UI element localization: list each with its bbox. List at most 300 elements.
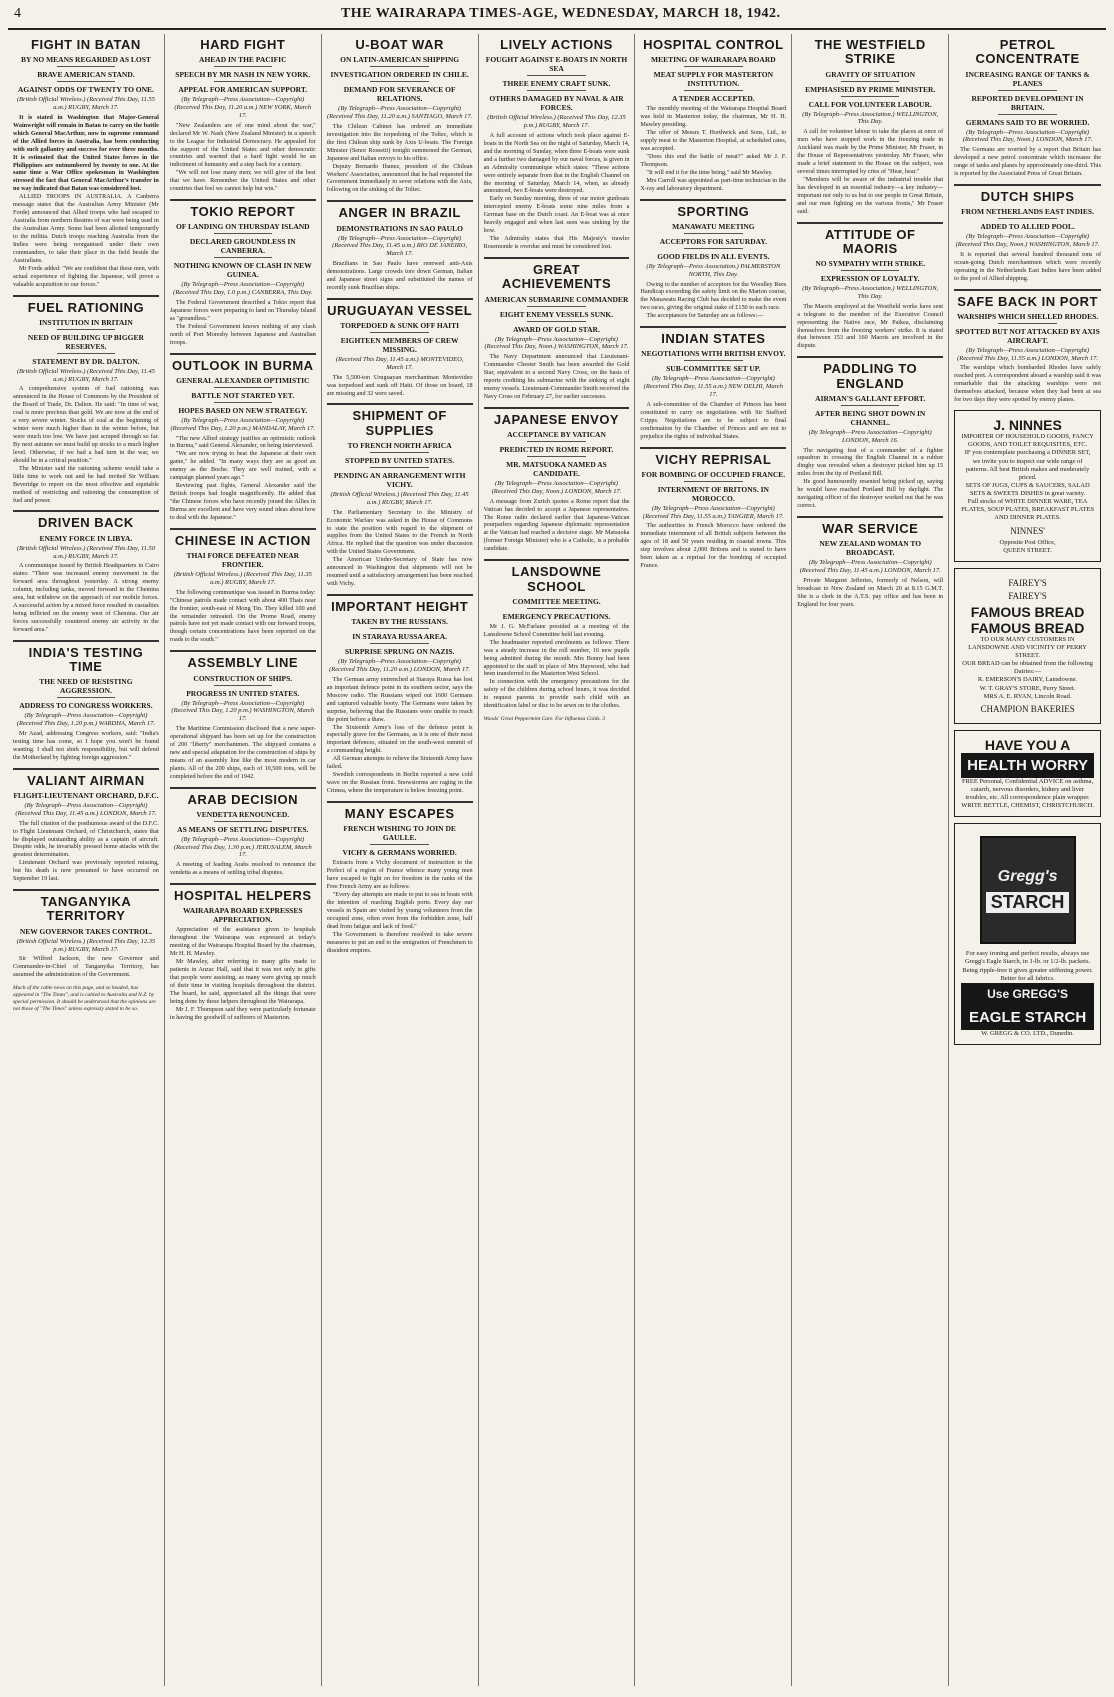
- article: [954, 184, 1101, 283]
- column-rule: [327, 200, 473, 202]
- article-headline: TOKIO REPORT: [190, 204, 296, 220]
- article-subheading: BY NO MEANS REGARDED AS LOST: [20, 55, 151, 65]
- article-headline: HOSPITAL CONTROL: [643, 37, 784, 52]
- article-headline: DUTCH SHIPS: [980, 188, 1075, 204]
- article-subheading: BATTLE NOT STARTED YET.: [191, 390, 295, 400]
- article: [327, 403, 473, 588]
- article-headline: THE WESTFIELD STRIKE: [814, 37, 926, 67]
- article-subheading: SPOTTED BUT NOT ATTACKED BY AXIS AIRCRAFT.: [955, 326, 1100, 345]
- deck-rule: [370, 628, 428, 629]
- article-paragraph: Mr Mawley, after referring to many gifts made to patients in Anzac Hall, said that it was not only in gifts that people were assisting, as many were giving up much of their time in visiting hospitals throughout the district. The board, he said, appreciated all the things that were being done by these helpers throughout the Wairarapa.: [169, 958, 316, 1005]
- article: [170, 199, 316, 347]
- article: [640, 447, 786, 571]
- column-rule: [640, 199, 786, 201]
- article-subheading: REPORTED DEVELOPMENT IN BRITAIN.: [971, 93, 1084, 112]
- article: [170, 787, 316, 878]
- article-paragraph: The German army entrenched at Staraya Russa has lost an important defence point in its southern sector, says the Moscow radio. The Russians wiped out 1600 Germans and captured valuable booty. The Germans were taken by surprise, believing that the Russians were unable to reach the point before a thaw.: [326, 675, 473, 723]
- article-dateline: (British Official Wireless.) (Received This Day, 11.35 a.m.) RUGBY, March 17.: [173, 571, 312, 586]
- article-paragraph: Deputy Bernardo Ibanez, president of the Chilean Workers' Association, announced that he had requested the Government immediately to sever relations with the Axis, following on the sinking of the Toltec.: [326, 162, 473, 194]
- article-subheading: PENDING AN ARRANGEMENT WITH VICHY.: [333, 471, 466, 490]
- article-paragraph: The Germans are worried by a report that Britain has developed a new petrol concentrate which increases the range of tanks and planes by approximately one-third. This is reported by the Associated Press of Great Britain.: [954, 146, 1101, 177]
- ninnes-line: SETS OF JUGS, CUPS & SAUCERS, SALAD SETS & SWEETS DISHES in great variety.: [965, 481, 1090, 498]
- article-subheading: AWARD OF GOLD STAR.: [513, 324, 600, 334]
- article-dateline: (By Telegraph—Press Association—Copyright) (Received This Day, Noon.) LONDON, March 17.: [491, 480, 622, 495]
- article: [797, 516, 943, 609]
- article-headline: LANSDOWNE SCHOOL: [511, 564, 602, 594]
- article: [484, 38, 630, 251]
- times-footnote: Much of the cable news on this page, and so headed, has appeared in "The Times", and is cabled to Australia and N.Z. by special permission. It should be understood that the opinions are not those of "The Times" unless expressly stated to be so.: [13, 985, 156, 1012]
- starch-text: For easy ironing and perfect results, always use Gregg's Eagle Starch, in 1-lb. or 1/2-lb. packets. Being ripple-free it gives greater stiffening power. Better for all fabrics.: [962, 950, 1093, 982]
- fairey-line: OUR BREAD can be obtained from the following Dairies:—: [962, 660, 1093, 676]
- article-subheading: CALL FOR VOLUNTEER LABOUR.: [808, 99, 932, 109]
- article: [484, 407, 630, 553]
- article: [640, 38, 786, 193]
- deck-rule: [684, 90, 742, 91]
- masthead-title: THE WAIRARAPA TIMES-AGE, WEDNESDAY, MARCH 18, 1942.: [340, 6, 781, 21]
- article-dateline: (By Telegraph—Press Association—Copyright) (Received This Day, 11.20 a.m.) SANTIAGO, March 17.: [326, 105, 473, 121]
- ninnes-line: Full stocks of WHITE DINNER WARE, TEA PLATES, SOUP PLATES, BREAKFAST PLATES AND DINNER PLATES.: [961, 498, 1094, 522]
- article-dateline: (By Telegraph—Press Association.) PALMERSTON NORTH, This Day.: [646, 262, 781, 278]
- article: [170, 650, 316, 780]
- article-headline: U-BOAT WAR: [355, 37, 444, 52]
- article-headline: URUGUAYAN VESSEL: [327, 302, 473, 318]
- article-subheading: IN STARAYA RUSSA AREA.: [352, 632, 448, 642]
- column-rule: [170, 650, 316, 652]
- deck-rule: [370, 844, 428, 845]
- article-subheading: EXPRESSION OF LOYALTY.: [820, 274, 920, 284]
- column-rule: [327, 298, 473, 300]
- column-rule: [327, 594, 473, 596]
- article-dateline: (By Telegraph—Press Association—Copyright) (Received This Day, 11.55 a.m.) NEW DELHI, March 17.: [643, 375, 784, 399]
- article-dateline: (By Telegraph—Press Association.) WELLINGTON, This Day.: [802, 285, 939, 300]
- article-dateline: (British Official Wireless.) (Received This Day, 11.55 a.m.) RUGBY, March 17.: [16, 96, 155, 112]
- article-headline: FUEL RATIONING: [27, 299, 145, 315]
- article-subheading: THAI FORCE DEFEATED NEAR FRONTIER.: [186, 551, 300, 570]
- starch-maker: W. GREGG & CO. LTD., Dunedin.: [981, 1029, 1074, 1037]
- article-dateline: (By Telegraph—Press Association—Copyright) (Received This Day, 1.30 p.m.) JERUSALEM, March 17.: [173, 835, 312, 859]
- deck-rule: [370, 467, 428, 468]
- deck-rule: [841, 81, 899, 82]
- deck-rule: [214, 821, 272, 822]
- column-2: [165, 34, 322, 1686]
- deck-rule: [370, 452, 428, 453]
- article-paragraph: Mr J. F. Thompson said they were particularly fortunate in having the goodwill of sufferers of Masterton.: [169, 1005, 316, 1021]
- article-paragraph: "Members will be aware of the industrial trouble that has developed in an essential industry—a key industry—important not only to us but to our people in Great Britain, and our men fighting on the various fronts," Mr Fraser said.: [797, 175, 944, 215]
- article-headline: PADDLING TO ENGLAND: [823, 361, 918, 391]
- deck-rule: [527, 456, 585, 457]
- article-paragraph: The following communique was issued in Burma today: "Chinese patrols made contact with about 400 Thais near the frontier, south-east of Mong Tin. They killed 100 and the remainder retreated. On the Prome Road, enemy patrols have not yet made contact with our forward troops, though certain concentrations have been reported on the roads to the south.": [169, 588, 316, 644]
- article-subheading: MR. MATSUOKA NAMED AS CANDIDATE.: [506, 460, 607, 479]
- article: [954, 289, 1101, 405]
- column-rule: [13, 510, 159, 512]
- article-dateline: (By Telegraph—Press Association—Copyright) (Received This Day, 11.45 a.m.) LONDON, March 17.: [15, 802, 157, 817]
- article-headline: TANGANYIKA TERRITORY: [40, 894, 132, 924]
- article-dateline: (By Telegraph—Press Association—Copyright) (Received This Day, 11.20 a.m.) NEW YORK, March 17.: [174, 96, 312, 119]
- article-dateline: (British Official Wireless.) (Received This Day, 11.50 a.m.) RUGBY, March 17.: [16, 544, 155, 560]
- article-paragraph: All German attempts to relieve the Sixteenth Army have failed.: [326, 755, 473, 771]
- deck-rule: [998, 218, 1057, 219]
- article-paragraph: Reviewing past fights, General Alexander said the British troops had fought magnificently. He added that "the Chinese forces who have recently joined the Allies in Burma are excellent and have very sound ideas about how to deal with the Japanese.": [169, 482, 316, 521]
- deck-rule: [57, 329, 115, 330]
- ninnes-line: IMPORTER OF HOUSEHOLD GOODS, FANCY GOODS, AND TOILET REQUISITES, ETC.: [961, 433, 1094, 449]
- article-subheading: BRAVE AMERICAN STAND.: [37, 70, 135, 80]
- column-rule: [13, 768, 159, 770]
- article-subheading: PROGRESS IN UNITED STATES.: [186, 688, 300, 698]
- article-subheading: MEETING OF WAIRARAPA BOARD: [651, 55, 776, 65]
- article: [170, 353, 316, 522]
- article-paragraph: Brazilians in Sao Paulo have renewed anti-Axis demonstrations. Large crowds tore down German, Italian and Japanese street signs and substituted the names of recently sunk Brazilian ships.: [326, 260, 473, 291]
- article-subheading: GENERAL ALEXANDER OPTIMISTIC: [176, 375, 310, 385]
- article-paragraph: ALLIED TROOPS IN AUSTRALIA. A Canberra message states that the Australian Army Minister (Mr Forde) announced that Allied troops who had escaped to Australia from northern theatres of war were being used in the Australian Army. Some had been allotted temporarily to the militia. Dutch troops reaching Australia from the Indies were being reorganised under their own commanders, to take their place in the field beside the Australians.: [13, 193, 159, 264]
- article-subheading: TO FRENCH NORTH AFRICA: [347, 441, 452, 451]
- deck-rule: [57, 697, 115, 698]
- article-subheading: DECLARED GROUNDLESS IN CANBERRA.: [189, 237, 296, 256]
- column-rule: [170, 787, 316, 789]
- article: [327, 38, 473, 194]
- article-subheading: ADDRESS TO CONGRESS WORKERS.: [19, 701, 153, 711]
- article: [170, 883, 316, 1022]
- article-dateline: (By Telegraph—Press Association—Copyright) (Received This Day, Noon.) WASHINGTON, March 17.: [955, 233, 1100, 249]
- article-dateline: (Received This Day, 11.45 a.m.) MONTEVIDEO, March 17.: [335, 356, 464, 371]
- column-rule: [797, 222, 943, 224]
- article-headline: SAFE BACK IN PORT: [957, 293, 1098, 309]
- article-subheading: WAIRARAPA BOARD EXPRESSES APPRECIATION.: [183, 906, 303, 925]
- article-subheading: WARSHIPS WHICH SHELLED RHODES.: [956, 311, 1099, 321]
- article-subheading: INSTITUTION IN BRITAIN: [39, 317, 133, 327]
- article-subheading: OF LANDING ON THURSDAY ISLAND: [175, 222, 310, 232]
- article-subheading: THE NEED OF RESISTING AGGRESSION.: [39, 677, 133, 696]
- article-subheading: GERMANS SAID TO BE WORRIED.: [965, 117, 1090, 127]
- deck-rule: [684, 360, 742, 361]
- article-dateline: (By Telegraph—Press Association—Copyright) (Received This Day, Noon.) LONDON, March 17.: [962, 128, 1093, 144]
- article-headline: IMPORTANT HEIGHT: [331, 599, 469, 615]
- deck-rule: [57, 353, 115, 354]
- article-paragraph: The Federal Government knows nothing of any clash north of Port Moresby between Japanese and Australian troops.: [169, 322, 316, 346]
- article-paragraph: The Sixteenth Army's loss of the defence point is especially grave for the Germans, as it is one of their most important defences, situated on the south-west summit of a commanding height.: [326, 723, 473, 755]
- fairey-dairy: W. T. GRAY'S STORE, Perry Street.: [979, 684, 1076, 692]
- fairey-dairy: R. EMERSON'S DAIRY, Lansdowne.: [977, 676, 1078, 684]
- article-paragraph: The Admiralty states that His Majesty's trawler Rosemonde is overdue and must be considered lost.: [483, 235, 630, 251]
- article-subheading: NO SYMPATHY WITH STRIKE.: [815, 259, 926, 269]
- column-5: [635, 34, 792, 1686]
- article-paragraph: The offer of Messrs T. Horthwick and Sons, Ltd., to supply meat to the Masterton Hospital, at scheduled rates, was accepted.: [640, 129, 787, 152]
- ninnes-name: J. NINNES: [993, 417, 1062, 434]
- deck-rule: [841, 270, 899, 271]
- column-7: [949, 34, 1106, 1686]
- article-paragraph: The headmaster reported enrolments as follows: There was a steady increase in the roll number, 16 new pupils being admitted during the month. Mrs Bonny had been appointed to the staff in place of Mrs Haywood, who had been transferred to the Masterton West School.: [483, 638, 630, 678]
- article-headline: CHINESE IN ACTION: [174, 532, 311, 548]
- article-paragraph: The authorities in French Morocco have ordered the immediate internment of all British subjects between the ages of 18 and 50 years residing in coastal towns. This step involves about 2,000 Britons and is stated to have been taken as a reprisal for the bombing of occupied France.: [640, 522, 787, 570]
- deck-rule: [684, 233, 742, 234]
- article-subheading: GOOD FIELDS IN ALL EVENTS.: [657, 251, 770, 261]
- article-paragraph: In connection with the emergency precautions for the safety of the children during school hours, it was decided to request parents to provide each child with an identification label or disc to be sewn on to the clothes.: [483, 678, 630, 710]
- deck-rule: [527, 321, 585, 322]
- article-subheading: DEMAND FOR SEVERANCE OF RELATIONS.: [343, 85, 456, 104]
- deck-rule: [214, 685, 272, 686]
- article-dateline: (By Telegraph—Press Association—Copyright) (Received This Day, 1.20 p.m.) WARDHA, March 17.: [16, 712, 155, 728]
- health-worry-advertisement: [954, 730, 1101, 818]
- article: [327, 298, 473, 398]
- article-paragraph: The acceptances for Saturday are as follows:—: [646, 312, 764, 320]
- article-subheading: STOPPED BY UNITED STATES.: [345, 456, 455, 466]
- deck-rule: [370, 332, 428, 333]
- article-subheading: FLIGHT-LIEUTENANT ORCHARD, D.F.C.: [13, 791, 159, 801]
- article-subheading: NEED OF BUILDING UP BIGGER RESERVES.: [27, 332, 144, 351]
- starch-brand: Gregg's: [997, 867, 1058, 885]
- article-subheading: PREDICTED IN ROME REPORT.: [499, 445, 614, 455]
- article-subheading: AHEAD IN THE PACIFIC: [199, 55, 287, 65]
- article-paragraph: A meeting of leading Arabs resolved to renounce the vendetta as a means of settling tribal disputes.: [169, 861, 316, 877]
- article: [484, 559, 630, 710]
- health-head-banner: HEALTH WORRY: [961, 753, 1094, 778]
- deck-rule: [57, 66, 115, 67]
- deck-rule: [527, 441, 585, 442]
- article-paragraph: Sir Wilfred Jackson, the new Governor and Commander-in-Chief of Tanganyika Territory, has assumed the administration of the Government.: [13, 955, 159, 979]
- article: [327, 801, 473, 955]
- article-headline: OUTLOOK IN BURMA: [171, 357, 314, 373]
- article-headline: GREAT ACHIEVEMENTS: [501, 261, 612, 292]
- article-dateline: (British Official Wireless.) (Received This Day, 12.35 p.m.) RUGBY, March 17.: [487, 114, 626, 130]
- article-subheading: AMERICAN SUBMARINE COMMANDER: [484, 294, 629, 304]
- column-6: [792, 34, 949, 1686]
- article-headline: HARD FIGHT: [200, 37, 286, 52]
- article-paragraph: He good humouredly resented being picked up, saying he would have reached Portland Bill by daylight. The navigating officer of the destroyer worked out that he was correct.: [797, 478, 944, 510]
- article-paragraph: A communique issued by British Headquarters in Cairo states: "There was increased enemy movement in the forward area throughout yesterday. A strong enemy column, including tanks, moved forward in the Chemina area, but withdrew on the approach of our mobile forces. A successful action by a mixed force resulted in casualties being inflicted on the enemy west of Chemina. Our air forces successfully countered enemy air activity in the forward area.": [13, 562, 159, 633]
- column-rule: [954, 289, 1101, 291]
- article-paragraph: "Does this end the battle of meat?" asked Mr J. F. Thompson.: [640, 152, 787, 168]
- article-headline: LIVELY ACTIONS: [500, 37, 613, 52]
- article-headline: MANY ESCAPES: [344, 805, 455, 821]
- article-headline: VICHY REPRISAL: [655, 451, 772, 467]
- deck-rule: [214, 402, 272, 403]
- article: [327, 594, 473, 795]
- article-subheading: ADDED TO ALLIED POOL.: [980, 222, 1075, 232]
- column-rule: [484, 257, 630, 259]
- column-rule: [170, 199, 316, 201]
- article-dateline: (By Telegraph—Press Association—Copyright) (Received This Day, 11.45 a.m.) RIO DE JANEIRO, March 17.: [332, 234, 468, 258]
- article: [13, 768, 159, 883]
- article-dateline: (By Telegraph—Press Association—Copyright) (Received This Day, 1.0 p.m.) CANBERRA, This Day.: [173, 281, 313, 297]
- column-rule: [640, 447, 786, 449]
- article-headline: ARAB DECISION: [187, 791, 299, 807]
- article-headline: SPORTING: [677, 203, 750, 219]
- article-subheading: MANAWATU MEETING: [672, 221, 755, 231]
- deck-rule: [684, 66, 742, 67]
- article-paragraph: Private Margaret Jefferies, formerly of Nelson, will broadcast to New Zealand on March 20 at 8.15 G.M.T. She is a clerk in the A.T.S. pay office and has been in England for four years.: [797, 576, 944, 608]
- article-subheading: STATEMENT BY DR. DALTON.: [32, 356, 140, 366]
- fairey-tag: FAMOUS BREAD: [970, 603, 1085, 620]
- ninnes-line: IF you contemplate purchasing a DINNER SET, we invite you to inspect our wide range of patterns. All best British makes and moderately priced.: [964, 449, 1091, 481]
- deck-rule: [527, 75, 585, 76]
- article-headline: ASSEMBLY LINE: [187, 655, 299, 671]
- column-rule: [170, 353, 316, 355]
- peppermint-cure-note: Woods' Great Peppermint Cure. For Influenza Colds. 3: [483, 716, 605, 723]
- article-subheading: AS MEANS OF SETTLING DISPUTES.: [177, 824, 309, 834]
- article-headline: WAR SERVICE: [822, 521, 919, 536]
- article-subheading: TAKEN BY THE RUSSIANS.: [351, 617, 448, 627]
- article-subheading: INTERNMENT OF BRITONS. IN MOROCCO.: [657, 484, 769, 503]
- article-dateline: (British Official Wireless.) (Received This Day, 11.45 a.m.) RUGBY, March 17.: [330, 491, 469, 506]
- article-subheading: NEW GOVERNOR TAKES CONTROL.: [19, 926, 152, 936]
- article-subheading: AGAINST ODDS OF TWENTY TO ONE.: [17, 85, 154, 95]
- deck-rule: [527, 306, 585, 307]
- article: [327, 200, 473, 291]
- fairey-footer: CHAMPION BAKERIES: [980, 703, 1075, 714]
- article-subheading: EMERGENCY PRECAUTIONS.: [502, 611, 611, 621]
- article-paragraph: The Chilean Cabinet has ordered an immediate investigation into the torpedoing of the Toltec, which is the first Chilean ship sunk by Axis U-boats. The Foreign Minister (Senor Rossetti) tonight summoned the German, Japanese and Italian envoys to his office.: [326, 122, 473, 162]
- article-paragraph: The monthly meeting of the Wairarapa Hospital Board was held in Masterton today, the chairman, Mr H. H. Mawley presiding.: [640, 105, 787, 129]
- ninnes-address: QUEEN STREET.: [1003, 546, 1052, 554]
- article-subheading: MEAT SUPPLY FOR MASTERTON INSTITUTION.: [653, 70, 774, 89]
- deck-rule: [370, 66, 428, 67]
- article-paragraph: "Every day attempts are made to put to sea in boats with the intention of reaching English ports. Every day our vessels in Spain are visited by young volunteers from the occupied zone, often even from the forbidden zone, half dead from fatigue and lack of food.": [326, 891, 473, 930]
- article-headline: VALIANT AIRMAN: [27, 772, 145, 788]
- column-rule: [170, 528, 316, 530]
- deck-rule: [998, 114, 1057, 115]
- article-paragraph: The Maritime Commission disclosed that a new super-operational shipyard has been set up for the construction of 200 "liberty" merchantmen. The shipyard contains a new and special adaptation for the construction of ships by means of an assembly line like the most modern in car plants. All of the 200 ships, each of 10,500 tons, will be completed before the end of 1942.: [169, 724, 316, 780]
- column-rule: [327, 801, 473, 803]
- article-subheading: OTHERS DAMAGED BY NAVAL & AIR FORCES.: [489, 94, 624, 113]
- article-subheading: VENDETTA RENOUNCED.: [196, 809, 290, 819]
- article-paragraph: It is reported that several hundred thousand tons of ocean-going Dutch merchantmen which were recently operating in the Netherlands East Indies have been added to the pool of Allied shipping.: [954, 250, 1101, 282]
- article-subheading: A TENDER ACCEPTED.: [672, 94, 755, 104]
- fairey-tag: FAMOUS BREAD: [970, 619, 1085, 636]
- starch-packet-illustration: [980, 836, 1076, 944]
- article-subheading: ACCEPTANCE BY VATICAN: [507, 430, 606, 440]
- article-dateline: (By Telegraph—Press Association—Copyright) (Received This Day, 1.20 p.m.) MANDALAY, March 17.: [170, 416, 316, 432]
- article-subheading: FRENCH WISHING TO JOIN DE GAULLE.: [343, 824, 456, 843]
- article-paragraph: The warships which bombarded Rhodes have safely reached port. A correspondent aboard a warship said it was remarkable that the attacking warships were not themselves attacked, because when they had been at sea for two days they were spotted by enemy planes.: [954, 364, 1101, 404]
- article-headline: INDIAN STATES: [661, 331, 766, 347]
- deck-rule: [527, 90, 585, 91]
- column-rule: [797, 356, 943, 358]
- article-subheading: NEGOTIATIONS WITH BRITISH ENVOY.: [641, 349, 786, 359]
- deck-rule: [684, 481, 742, 482]
- article-subheading: THREE ENEMY CRAFT SUNK.: [502, 79, 611, 89]
- article-paragraph: Extracts from a Vichy document of instruction to the Prefect of a region of France whence many young men have escaped to fight on for freedom in the ranks of the Free French Army are as follows:: [326, 859, 473, 891]
- fairey-bread-advertisement: [954, 568, 1101, 724]
- deck-rule: [214, 81, 272, 82]
- article-subheading: AFTER BEING SHOT DOWN IN CHANNEL.: [815, 408, 926, 427]
- article-subheading: SURPRISE SPRUNG ON NAZIS.: [344, 647, 455, 657]
- article-headline: DRIVEN BACK: [38, 515, 134, 531]
- deck-rule: [841, 405, 899, 406]
- column-rule: [13, 889, 159, 891]
- article-subheading: VICHY & GERMANS WORRIED.: [342, 848, 457, 858]
- article-subheading: FOR BOMBING OF OCCUPIED FRANCE.: [641, 469, 786, 479]
- health-text: FREE Personal, Confidential ADVICE on asthma, catarrh, nervous disorders, kidney and liver troubles, etc. All correspondence plain wrapper. WRITE BETTLE, CHEMIST, CHRISTCHURCH.: [961, 777, 1094, 810]
- article: [640, 326, 786, 440]
- article: [797, 222, 943, 351]
- article-paragraph: The navigating feat of a commander of a fighter squadron in crossing the English Channel in a rubber dinghy was revealed when a destroyer picked him up 15 miles from the tip of Portland Bill.: [797, 446, 944, 478]
- article-headline: FIGHT IN BATAN: [31, 37, 141, 52]
- article-paragraph: A comprehensive system of fuel rationing was announced in the House of Commons by the President of the Board of Trade, Dr. Dalton. He said: "In time of war, coal is more precious than gold. We are now at the end of a very severe winter. Stocks of coal at the beginning of winter were much higher than in the winter before, but were much too low. We have just scraped through so far. By next autumn we must build up stocks to a much higher level. Otherwise, if we had a bad turn in the war, we should be in a critical position.": [13, 385, 159, 464]
- article-subheading: SPEECH BY MR NASH IN NEW YORK.: [175, 70, 311, 80]
- deck-rule: [527, 608, 585, 609]
- article-paragraph: Owing to the number of acceptors for the Woodley Rees Handicap exceeding the safety limit on the Marton course, the Manawatu Racing Club has decided to make the event two races, giving the original stake of £150 to each race.: [640, 280, 787, 312]
- article-paragraph: Lieutenant Orchard was previously reported missing, but his death is now presumed to have occurred on September 19 last.: [13, 859, 159, 883]
- article-paragraph: A message from Zurich quotes a Rome report that the Vatican has decided to accept a Japanese representative. The Rome radio declared earlier that Japanese-Vatican pourparlers regarding Japanese diplomatic representation at the Vatican had reached a decisive stage. Mr Matsuoka (former Foreign Minister) who is a Catholic, is a probable candidate.: [483, 497, 630, 553]
- article: [13, 889, 159, 979]
- column-rule: [327, 403, 473, 405]
- article-subheading: COMMITTEE MEETING.: [512, 596, 601, 606]
- deck-rule: [370, 81, 428, 82]
- article-subheading: NEW ZEALAND WOMAN TO BROADCAST.: [819, 539, 922, 558]
- article-subheading: INVESTIGATION ORDERED IN CHILE.: [330, 70, 469, 80]
- eagle-starch-advertisement: [954, 823, 1101, 1045]
- article-subheading: INCREASING RANGE OF TANKS & PLANES: [965, 69, 1090, 88]
- article: [13, 295, 159, 505]
- article: [170, 528, 316, 644]
- article-headline: INDIA'S TESTING TIME: [28, 644, 144, 675]
- article: [797, 356, 943, 510]
- masthead: [8, 6, 1106, 30]
- article-subheading: EIGHT ENEMY VESSELS SUNK.: [499, 309, 614, 319]
- article-subheading: HOPES BASED ON NEW STRATEGY.: [178, 405, 308, 415]
- article-headline: HOSPITAL HELPERS: [174, 888, 312, 904]
- column-rule: [170, 883, 316, 885]
- article-dateline: (By Telegraph—Press Association—Copyright) (Received This Day, 11.45 a.m.) LONDON, March 17.: [799, 559, 941, 575]
- article-subheading: CONSTRUCTION OF SHIPS.: [193, 673, 293, 683]
- article-paragraph: The Government is therefore resolved to take severe measures to put an end to the emigration of Frenchmen to dissident empires.: [326, 930, 473, 954]
- article-dateline: (By Telegraph—Press Association—Copyright) (Received This Day, 11.20 a.m.) LONDON, March 17.: [329, 658, 471, 674]
- article-subheading: NOTHING KNOWN OF CLASH IN NEW GUINEA.: [173, 261, 312, 280]
- article: [797, 38, 943, 216]
- article-subheading: APPEAL FOR AMERICAN SUPPORT.: [178, 85, 308, 95]
- article-paragraph: It is stated in Washington that Major-General Wainwright will remain in Batan to carry on the battle which General MacArthur, now in supreme command of the Allied forces in Australia, has been conducting with such gallantry and success for over three months. It is estimated that the United States forces in the Philippines are outnumbered by twenty to one. At the same time a War Office spokesman in Washington stressed the fact that General MacArthur's transfer in no way indicated that Batan was considered lost.: [13, 113, 159, 193]
- article-dateline: (By Telegraph—Press Association—Copyright) (Received This Day, 11.55 a.m.) TANGIER, March 17.: [642, 504, 784, 520]
- article-paragraph: A full account of actions which took place against E-boats in the North Sea on the night of Saturday, March 14, and the morning of Sunday, when three E-boats were sunk and a further two damaged by our naval forces, is given in an Admiralty communique which states: "These actions were entirely separate from that in the English Channel on the morning of Saturday, March 14, when, as already announced, two E-boats were destroyed.: [483, 131, 630, 195]
- article-paragraph: Swedish correspondents in Berlin reported a new cold wave on the Russian front. Snowstorms are raging in the Crimea, where the temperature is below freezing point.: [326, 771, 473, 795]
- article-subheading: ON LATIN-AMERICAN SHIPPING: [340, 55, 460, 65]
- article-paragraph: "The new Allied strategy justifies an optimistic outlook in Burma," said General Alexander, on being interviewed.: [169, 434, 316, 450]
- article-headline: PETROL CONCENTRATE: [975, 37, 1080, 67]
- ninnes-address: Opposite Post Office,: [999, 538, 1056, 546]
- deck-rule: [998, 323, 1057, 324]
- deck-rule: [57, 81, 115, 82]
- article: [484, 257, 630, 401]
- article-paragraph: Appreciation of the assistance given to hospitals throughout the Wairarapa was expressed at today's meeting of the Wairarapa Hospital Board by the chairman, Mr H. H. Mawley.: [169, 926, 316, 958]
- deck-rule: [370, 643, 428, 644]
- starch-name: STARCH: [986, 892, 1070, 913]
- article-paragraph: The Federal Government described a Tokio report that Japanese forces were preparing to land on Thursday Island as "groundless.": [169, 299, 316, 322]
- starch-footer: Use GREGG'S: [961, 983, 1094, 1005]
- article: [640, 199, 786, 321]
- article-dateline: (By Telegraph—Press Association—Copyright) (Received This Day, 1.20 p.m.) WASHINGTON, March 17.: [171, 699, 315, 723]
- article: [954, 38, 1101, 178]
- article: [13, 38, 159, 289]
- article-paragraph: "We will not lose many men; we will give of the best that we have. Remember the United States and other countries that feel we cannot help but win.": [169, 169, 316, 193]
- article-paragraph: Mr Forde added: "We are confident that these men, with actual experience of fighting the Japanese, will prove a valuable acquisition to our forces.": [13, 264, 159, 288]
- article-dateline: (By Telegraph—Press Association.) WELLINGTON, This Day.: [802, 110, 939, 126]
- column-3: [322, 34, 479, 1686]
- ninnes-advertisement: [954, 410, 1101, 562]
- article-paragraph: Mr Azad, addressing Congress workers, said: "India's testing time has come, so I hope you won't be found wanting. I shall not shirk responsibility, but will defend the Motherland by fighting foreign aggression.": [13, 729, 159, 761]
- deck-rule: [214, 233, 272, 234]
- article-subheading: EMPHASISED BY PRIME MINISTER.: [805, 84, 936, 94]
- article-subheading: FROM NETHERLANDS EAST INDIES.: [961, 207, 1094, 217]
- deck-rule: [214, 387, 272, 388]
- article-paragraph: The full citation of the posthumous award of the D.F.C. to Flight Lieutenant Orchard, of Christchurch, states that he displayed outstanding ability as a captain of aircraft. Despite odds, he invariably pressed home attacks with the greatest determination.: [13, 819, 159, 859]
- article-paragraph: The Navy Department announced that Lieutenant-Commander Chester Smith has been awarded the Gold Star, equivalent to a second Navy Cross, on the basis of reports crediting his submarine with the sinking of eight enemy vessels. Lieutenant-Commander Smith received the Navy Cross on February 27, for earlier successes.: [483, 353, 630, 400]
- column-rule: [954, 184, 1101, 186]
- article: [13, 510, 159, 633]
- starch-footer: EAGLE STARCH: [961, 1005, 1094, 1030]
- column-rule: [484, 559, 630, 561]
- article-dateline: (British Official Wireless.) (Received This Day, 12.35 p.m.) RUGBY, March 17.: [16, 937, 156, 953]
- page-number: 4: [14, 6, 22, 21]
- fairey-dairy: MRS A. E. RYAN, Lincoln Road.: [983, 692, 1072, 700]
